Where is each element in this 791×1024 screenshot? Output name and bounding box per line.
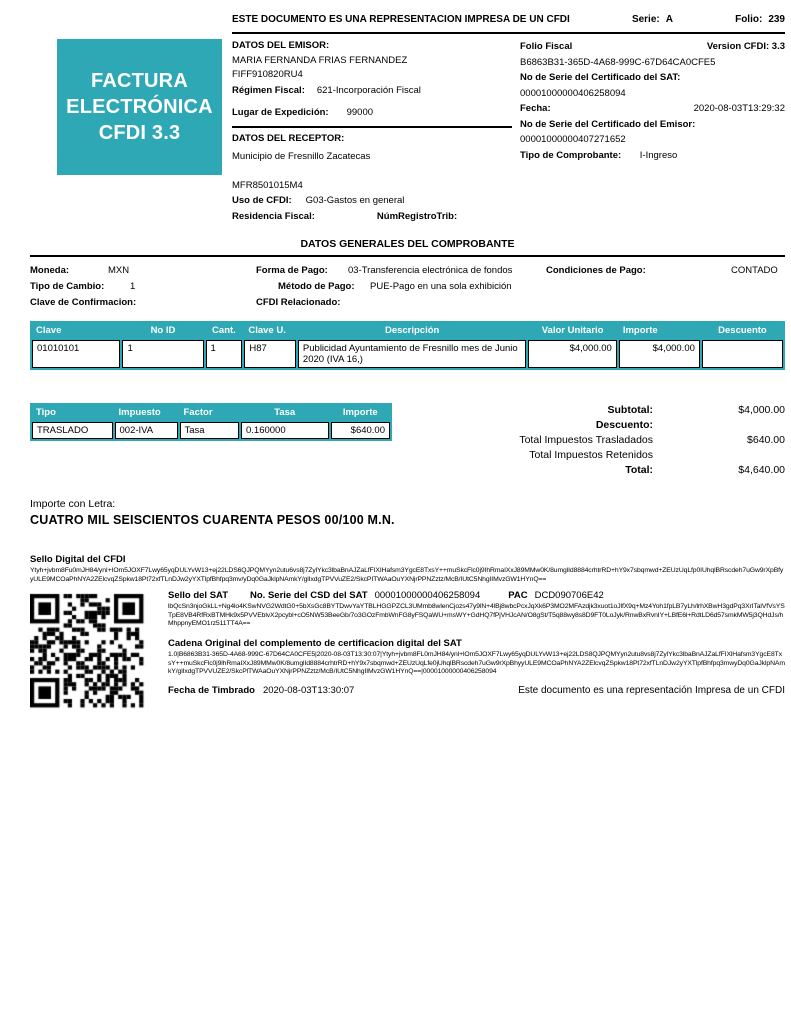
emisor-receptor-column — [232, 39, 520, 224]
confirmacion-label: Clave de Confirmacion: — [30, 297, 137, 308]
sello-cfdi-value: Ytyh+jvbm8Fu0mJH84/ynI+IOm5JOXF7Lwy65yqDULYvW13+ej22LDS6QJPQMYyn2utu6vs8j7ZylYkc3lbaBnAJZaLfFIXIHafsm3YgcE8TxsY++muSkcFlc0j9IhRmaIXxJ89MMw0K/8umglId8884crhtrRD+hY9x7sbqmwd+ZEUzUqLfp0IUhqlBRscdeh7uGw9rXpBfyyULE9MCOaPhNYA2ZElcvqZSpkw18Pt72xfTLnDJw2yYXTlpfBhfpq3mv/yDq0GaJklpNAmkY/glIxdgTPVVuZE2/SkcPITWAaOuYXNjrPPNZztz/McB/IUtC5NhgIIMvzGW1HYnQ== — [30, 567, 784, 583]
totals-block — [402, 403, 785, 478]
version-cfdi-label: Version CFDI: 3.3 — [706, 41, 785, 52]
uso-cfdi-row — [232, 194, 520, 209]
impuestos-header-factor: Factor — [183, 407, 213, 418]
tipo-comprobante-label: Tipo de Comprobante: — [520, 149, 622, 161]
impuesto-importe: $640.00 — [331, 422, 391, 439]
item-valor-unitario: $4,000.00 — [528, 340, 616, 368]
tipo-comprobante-row — [520, 148, 785, 164]
lugar-row — [232, 106, 520, 121]
trasladados-row — [402, 433, 785, 448]
tipo-comprobante-value: I-Ingreso — [639, 149, 678, 161]
sello-sat-label: Sello del SAT — [168, 590, 229, 602]
impuestos-header-row — [32, 405, 390, 420]
trasladados-label: Total Impuestos Trasladados — [519, 434, 653, 446]
uso-cfdi-value: G03-Gastos en general — [305, 195, 405, 206]
items-header-row — [32, 323, 783, 338]
emisor-rule — [232, 126, 512, 128]
header-section — [30, 39, 785, 224]
serie-emisor-value: 00001000000407271652 — [520, 134, 626, 145]
generales-row-3 — [30, 295, 785, 311]
serie-sat-label: No de Serie del Certificado del SAT: — [520, 72, 681, 83]
forma-pago-value: 03-Transferencia electrónica de fondos — [348, 265, 513, 276]
timbrado-row — [168, 685, 785, 696]
tipo-cambio-value: 1 — [130, 281, 136, 292]
item-descripcion: Publicidad Ayuntamiento de Fresnillo mes de Junio 2020 (IVA 16,) — [298, 340, 526, 368]
uuid-value: B6863B31-365D-4A68-999C-67D64CA0CFE5 — [520, 56, 716, 68]
metodo-pago-value: PUE-Pago en una sola exhibición — [370, 281, 512, 292]
moneda-label: Moneda: — [30, 265, 70, 276]
tipo-cambio-label: Tipo de Cambio: — [30, 281, 105, 292]
numregistro-label: NúmRegistroTrib: — [376, 210, 458, 222]
forma-pago-label: Forma de Pago: — [256, 265, 328, 276]
sello-sat-value: lbQcSn3njoGkLL+Ng4lo4KSwNVG2WdtG0+5bXsGc8BYTDwvYaYTBLHGGPZCL3UMmb8wlenCjozs47y9lN+4lBj8wbcPcxJqXk6P3MO2MFAzdjk3xuot1oJlfX9q+Mz4Yoh1fpLB7yLh/lrhXBwH3gdPq3XrITalVfVsYSTpE8VB4RfRxBTMHk9x5PVVEblvX2pcybl+cO5NW53BeeGb/7o3GOzFmbWnFG8yFSQaWU+msWY+GdHQ7fPjVHJcAN/O8gSt/T5q88wy8s8D9FT0LoJyk/RnwBxRvnIY+LBfE6l+RdtLD6d57smkMW5j3QHdJs/hMhppnyEMO1rz511TT4A== — [168, 603, 785, 628]
item-claveu: H87 — [244, 340, 296, 368]
footer-note: Este documento es una representación Impresa de un CFDI — [518, 684, 785, 696]
items-header-claveu: Clave U. — [248, 325, 286, 336]
emisor-rfc: FIFF910820RU4 — [232, 69, 303, 80]
lugar-label: Lugar de Expedición: — [232, 107, 329, 118]
receptor-section-label: DATOS DEL RECEPTOR: — [232, 132, 345, 144]
cfdi-relacionado-label: CFDI Relacionado: — [256, 297, 341, 308]
descuento-label: Descuento: — [595, 419, 653, 431]
serie-sat-value: 00001000000406258094 — [520, 87, 626, 99]
items-header-descuento: Descuento — [718, 325, 767, 336]
retenidos-row — [402, 448, 785, 463]
emisor-name: MARIA FERNANDA FRIAS FERNANDEZ — [232, 54, 408, 66]
retenidos-label: Total Impuestos Retenidos — [529, 449, 653, 461]
serie-value: A — [665, 14, 673, 25]
fecha-row — [520, 101, 785, 117]
impuestos-header-tipo: Tipo — [36, 407, 56, 418]
serie-emisor-label: No de Serie del Certificado del Emisor: — [520, 118, 696, 130]
items-header-cant: Cant. — [212, 325, 236, 336]
item-cant: 1 — [206, 340, 243, 368]
impuestos-header-tasa: Tasa — [274, 407, 296, 418]
sat-section — [30, 590, 785, 717]
impuesto-tipo: TRASLADO — [32, 422, 113, 439]
table-row — [32, 340, 783, 368]
pac-label: PAC — [508, 590, 528, 602]
subtotal-row — [402, 403, 785, 418]
regimen-value: 621-Incorporación Fiscal — [316, 84, 421, 96]
header-rule — [232, 32, 785, 34]
qr-code-image — [30, 590, 146, 712]
folio-fiscal-row — [520, 39, 785, 55]
importe-letra-label: Importe con Letra: — [30, 498, 116, 510]
fecha-value: 2020-08-03T13:29:32 — [693, 103, 785, 114]
item-importe: $4,000.00 — [619, 340, 700, 368]
header-right — [232, 39, 785, 224]
items-header-valor-unitario: Valor Unitario — [541, 325, 604, 336]
impuestos-table — [30, 403, 392, 441]
receptor-rfc: MFR8501015M4 — [232, 179, 303, 191]
fiscal-column — [520, 39, 785, 224]
residencia-label: Residencia Fiscal: — [232, 210, 315, 222]
cadena-value: 1.0|B6863B31-365D-4A68-999C-67D64CA0CFE5|2020-08-03T13:30:07|Ytyh+jvbm8FL0mJH84/ynl+lOm5JOXF7Lwy65yqDULYvW13+ej22LDS8QJPQMYyn2utu8vs8j7ZylYkc3lbaBnAJZaLfFIXlHafsm3YgcE8TxsY++muSkcFlc0j9lhRmaIXxJ89MMw0K/8umglId8884crhtrRD+hY9x7sbqmwd+ZEUzUqLfe0jUhqlBRscdeh7uGw9rXpBhyyULE9MCOaPhNYA2ZElcvqZSpkw18Pt72xfTLnDJw2yYXTlpfBhfpq3mwyDq0GaJklpNAmkY/glIxdgTPVVUZE2/SkcPlTWAaOuYXNjrPPNZztz/McB/IUtC5NhgIIMvzGW1HYnQ==|00001000000406258094 — [168, 650, 785, 676]
residencia-row — [232, 210, 520, 225]
factura-electronica-logo — [57, 39, 222, 175]
item-descuento — [702, 340, 783, 368]
logo-line1: FACTURA — [91, 70, 188, 92]
csd-value: 00001000000406258094 — [374, 590, 481, 602]
descuento-row — [402, 418, 785, 433]
condiciones-label: Condiciones de Pago: — [546, 265, 646, 276]
moneda-value: MXN — [108, 265, 130, 276]
cadena-label: Cadena Original del complemento de certificacion digital del SAT — [168, 637, 462, 649]
top-header — [232, 14, 785, 25]
csd-label: No. Serie del CSD del SAT — [250, 590, 368, 602]
sat-column — [168, 590, 785, 717]
folio-label: Folio: — [735, 14, 763, 25]
retenidos-value — [653, 448, 785, 463]
table-row — [32, 422, 390, 439]
total-value: $4,640.00 — [738, 464, 785, 476]
lugar-value: 99000 — [346, 107, 374, 118]
items-header-noid: No ID — [150, 325, 176, 336]
generales-title: DATOS GENERALES DEL COMPROBANTE — [300, 238, 515, 250]
generales-row-1 — [30, 263, 785, 279]
timbrado-field — [168, 685, 354, 696]
timbrado-value: 2020-08-03T13:30:07 — [262, 684, 355, 696]
item-noid: 1 — [122, 340, 203, 368]
folio-value: 239 — [768, 14, 785, 25]
folio-field — [735, 14, 785, 25]
taxes-totals-section — [30, 403, 785, 478]
total-row — [402, 463, 785, 478]
descuento-value — [653, 418, 785, 433]
emisor-section-label: DATOS DEL EMISOR: — [232, 40, 330, 51]
total-label: Total: — [625, 464, 653, 476]
impuestos-header-impuesto: Impuesto — [118, 407, 161, 418]
impuesto-tasa: 0.160000 — [241, 422, 329, 439]
serie-label: Serie: — [631, 14, 660, 25]
items-table — [30, 321, 785, 370]
impuestos-header-importe: Importe — [342, 407, 378, 418]
logo-line3: CFDI 3.3 — [98, 122, 181, 144]
sello-sat-header-row — [168, 590, 785, 601]
trasladados-value: $640.00 — [747, 434, 785, 446]
condiciones-value: CONTADO — [731, 265, 778, 276]
sat-qr-code — [30, 590, 146, 717]
generales-rule — [30, 255, 785, 257]
items-header-importe: Importe — [622, 325, 658, 336]
pac-value: DCD090706E42 — [534, 590, 604, 602]
items-header-clave: Clave — [36, 325, 62, 336]
impuesto-impuesto: 002-IVA — [115, 422, 178, 439]
metodo-pago-label: Método de Pago: — [278, 281, 355, 292]
importe-letra-value: CUATRO MIL SEISCIENTOS CUARENTA PESOS 00/100 M.N. — [30, 513, 395, 527]
fecha-label: Fecha: — [520, 103, 551, 114]
timbrado-label: Fecha de Timbrado — [168, 684, 255, 696]
regimen-label: Régimen Fiscal: — [232, 84, 305, 96]
sello-cfdi-label: Sello Digital del CFDI — [30, 554, 126, 565]
item-clave: 01010101 — [32, 340, 120, 368]
subtotal-value: $4,000.00 — [738, 404, 785, 416]
subtotal-label: Subtotal: — [607, 404, 653, 416]
logo-line2: ELECTRÓNICA — [66, 96, 213, 118]
items-header-descripcion: Descripción — [384, 325, 440, 336]
receptor-name: Municipio de Fresnillo Zacatecas — [232, 151, 371, 162]
document-title: ESTE DOCUMENTO ES UNA REPRESENTACION IMPRESA DE UN CFDI — [232, 14, 570, 25]
folio-fiscal-label: Folio Fiscal — [520, 41, 573, 52]
serie-field — [632, 14, 673, 25]
impuesto-factor: Tasa — [180, 422, 240, 439]
generales-row-2 — [30, 279, 785, 295]
uso-cfdi-label: Uso de CFDI: — [232, 195, 292, 206]
regimen-row — [232, 84, 520, 99]
